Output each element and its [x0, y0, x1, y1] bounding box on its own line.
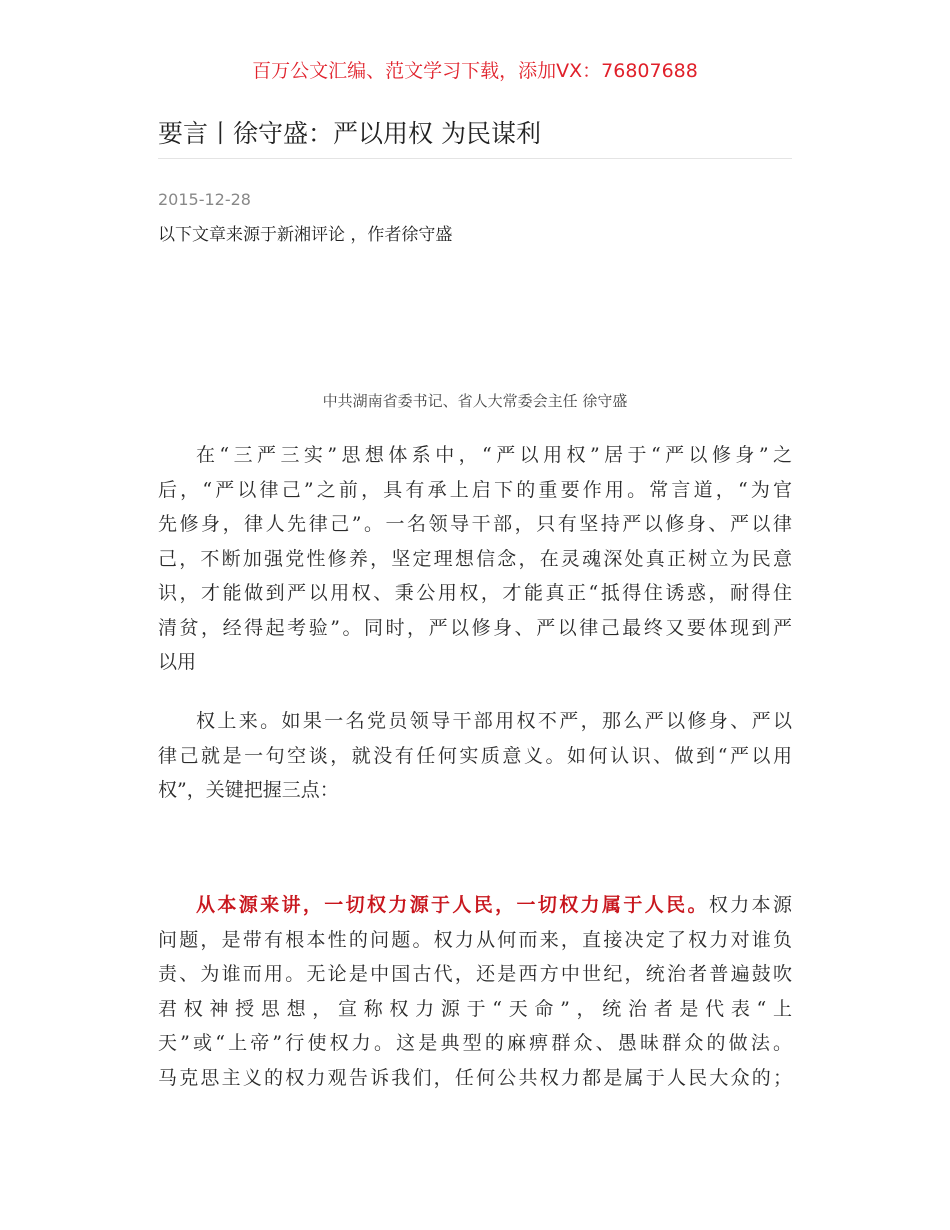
- paragraph-line: 问题，是带有根本性的问题。权力从何而来，直接决定了权力对谁负: [158, 928, 792, 951]
- paragraph-line: 在“三严三实”思想体系中，“严以用权”居于“严以修身”之: [196, 444, 792, 466]
- paragraph-line: 己，不断加强党性修养，坚定理想信念，在灵魂深处真正树立为民意: [158, 547, 792, 570]
- paragraph-line: 责、为谁而用。无论是中国古代，还是西方中世纪，统治者普遍鼓吹: [158, 963, 792, 985]
- article-source: 以下文章来源于新湘评论 ，作者徐守盛: [158, 225, 453, 245]
- paragraph-line: 天”或“上帝”行使权力。这是典型的麻痹群众、愚昧群众的做法。: [158, 1032, 792, 1054]
- paragraph-line: 权”，关键把握三点：: [158, 779, 339, 801]
- paragraph-line: 马克思主义的权力观告诉我们，任何公共权力都是属于人民大众的；: [158, 1066, 792, 1089]
- author-caption: 中共湖南省委书记、省人大常委会主任 徐守盛: [322, 392, 628, 410]
- paragraph-1: [158, 438, 792, 680]
- paragraph-3: [158, 888, 792, 1095]
- paragraph-text: 权力本源: [708, 894, 792, 916]
- paragraph-line: 清贫，经得起考验”。同时，严以修身、严以律己最终又要体现到严: [158, 616, 792, 639]
- paragraph-line: 后，“严以律己”之前，具有承上启下的重要作用。常言道，“为官: [158, 478, 792, 501]
- paragraph-line: 以用: [158, 651, 197, 673]
- paragraph-2: [158, 704, 792, 808]
- paragraph-line: 权上来。如果一名党员领导干部用权不严，那么严以修身、严以: [196, 710, 792, 732]
- article-date: 2015-12-28: [158, 190, 251, 209]
- paragraph-line: 识，才能做到严以用权、秉公用权，才能真正“抵得住诱惑，耐得住: [158, 582, 792, 604]
- paragraph-line: 律己就是一句空谈，就没有任何实质意义。如何认识、做到“严以用: [158, 744, 792, 767]
- paragraph-line: 君权神授思想，宣称权力源于“天命”，统治者是代表“上: [158, 997, 792, 1020]
- article-title: 要言丨徐守盛：严以用权 为民谋利: [158, 114, 792, 159]
- watermark-banner: 百万公文汇编、范文学习下载，添加VX：76807688: [252, 60, 698, 82]
- paragraph-line: [158, 888, 792, 923]
- paragraph-line: 先修身，律人先律己”。一名领导干部，只有坚持严以修身、严以律: [158, 513, 792, 535]
- highlighted-thesis: 从本源来讲，一切权力源于人民，一切权力属于人民。: [196, 894, 709, 916]
